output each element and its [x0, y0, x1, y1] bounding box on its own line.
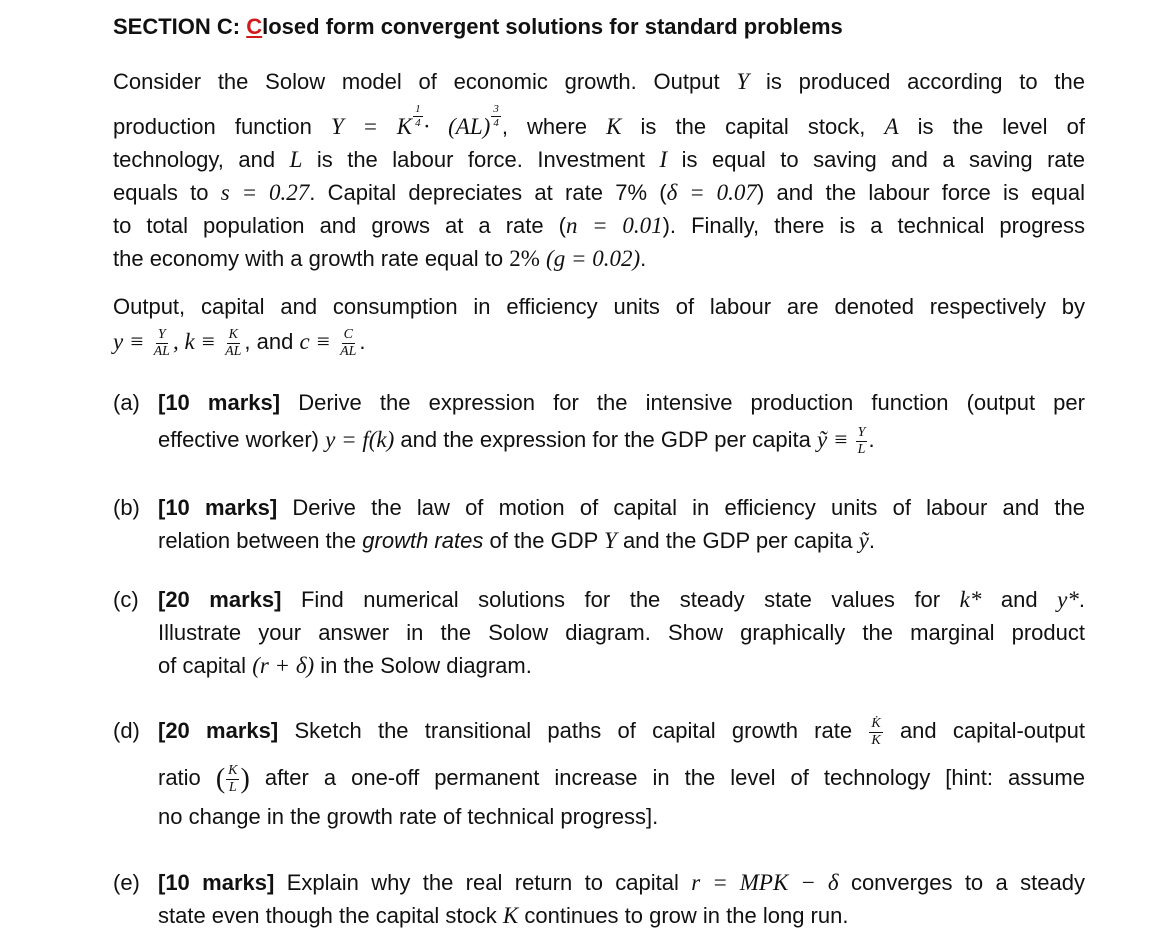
question-d-label: (d) [113, 718, 140, 743]
intro-line-3: technology, and L is the labour force. Investment I is equal to saving and a saving rate [113, 147, 1086, 172]
question-e-marks: [10 marks] [158, 870, 275, 895]
question-e-label: (e) [113, 870, 140, 895]
question-b-label: (b) [113, 495, 140, 520]
section-heading [113, 14, 843, 40]
section-title-rest: losed form convergent solutions for standard problems [262, 14, 843, 39]
exponent-one-quarter: $\frac{1}{4}$ [415, 102, 421, 129]
intro-line-1: Consider the Solow model of economic growth. Output Y is produced according to the [113, 69, 1085, 94]
section-cap-letter: C [246, 14, 263, 39]
efficiency-paragraph [113, 290, 1085, 361]
exponent-three-quarters: $\frac{3}{4}$ [493, 102, 499, 129]
intro-paragraph [113, 65, 1085, 275]
question-c-label: (c) [113, 587, 139, 612]
efficiency-line-1: Output, capital and consumption in efficiency units of labour are denoted respectively by [113, 294, 1085, 319]
intro-line-2: production function Y = K $\frac{1}{4}$ · (AL) $\frac{3}{4}$ , where K is the capital stock, A is the level of [113, 102, 1085, 139]
k-fraction: $\frac{K}{AL}$ [225, 326, 242, 359]
question-d-marks: [20 marks] [158, 718, 279, 743]
intro-line-6: the economy with a growth rate equal to 2% (g = 0.02). [113, 246, 647, 271]
capital-growth-fraction: $\frac{K̇}{K}$ [871, 715, 881, 748]
efficiency-line-2: y ≡ $\frac{Y}{AL}$ , k ≡ $\frac{K}{AL}$ , and c ≡ $\frac{C}{AL}$ . [113, 326, 366, 359]
intro-line-4: equals to s = 0.27. Capital depreciates at rate 7% (δ = 0.07) and the labour force is equal [113, 180, 1085, 205]
y-per-capita-fraction: $\frac{Y}{L}$ [857, 424, 866, 457]
c-fraction: $\frac{C}{AL}$ [340, 326, 357, 359]
intro-line-5: to total population and grows at a rate (n = 0.01). Finally, there is a technical progress [113, 213, 1085, 238]
question-a-label: (a) [113, 390, 140, 415]
y-fraction: $\frac{Y}{AL}$ [153, 326, 170, 359]
question-a-marks: [10 marks] [158, 390, 281, 415]
question-c-marks: [20 marks] [158, 587, 282, 612]
capital-labour-fraction: $\frac{K}{L}$ [228, 762, 238, 795]
section-prefix: SECTION C: [113, 14, 247, 39]
question-b-marks: [10 marks] [158, 495, 278, 520]
